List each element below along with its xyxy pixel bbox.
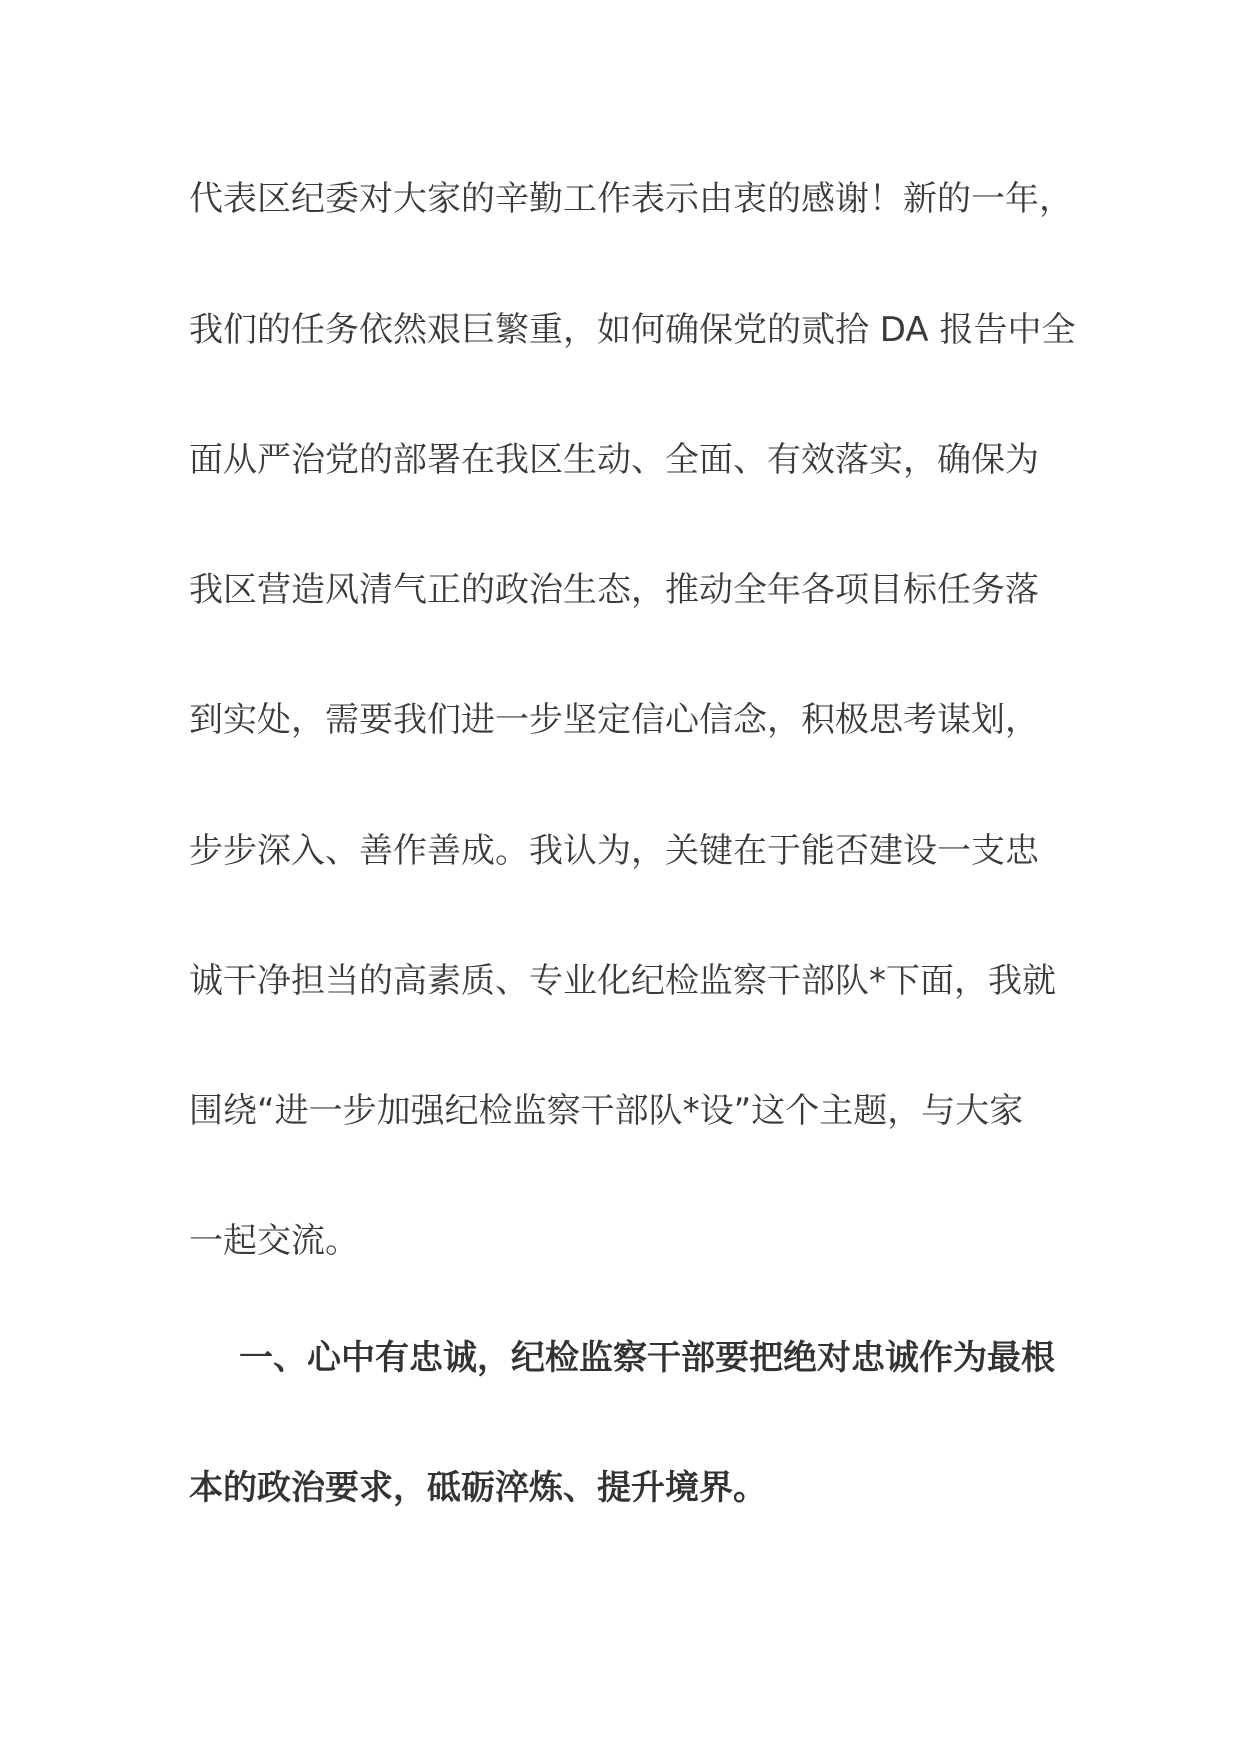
section-heading-line: 一、心中有忠诚，纪检监察干部要把绝对忠诚作为最根 xyxy=(239,1338,1055,1378)
body-text-line: 面从严治党的部署在我区生动、全面、有效落实，确保为 xyxy=(189,440,1039,480)
body-text-line: 围绕“进一步加强纪检监察干部队*设”这个主题，与大家 xyxy=(189,1091,1024,1131)
section-heading-line: 本的政治要求，砥砺淬炼、提升境界。 xyxy=(189,1468,767,1508)
body-text-line: 代表区纪委对大家的辛勤工作表示由衷的感谢！新的一年， xyxy=(189,179,1073,219)
body-text-line: 我区营造风清气正的政治生态，推动全年各项目标任务落 xyxy=(189,570,1039,610)
body-text-line: 我们的任务依然艰巨繁重，如何确保党的贰拾 DA 报告中全 xyxy=(189,310,1076,350)
body-text-line: 步步深入、善作善成。我认为，关键在于能否建设一支忠 xyxy=(189,831,1039,871)
body-text-line: 一起交流。 xyxy=(189,1221,359,1261)
body-text-line: 到实处，需要我们进一步坚定信心信念，积极思考谋划， xyxy=(189,700,1039,740)
body-text-line: 诚干净担当的高素质、专业化纪检监察干部队*下面，我就 xyxy=(189,961,1056,1001)
